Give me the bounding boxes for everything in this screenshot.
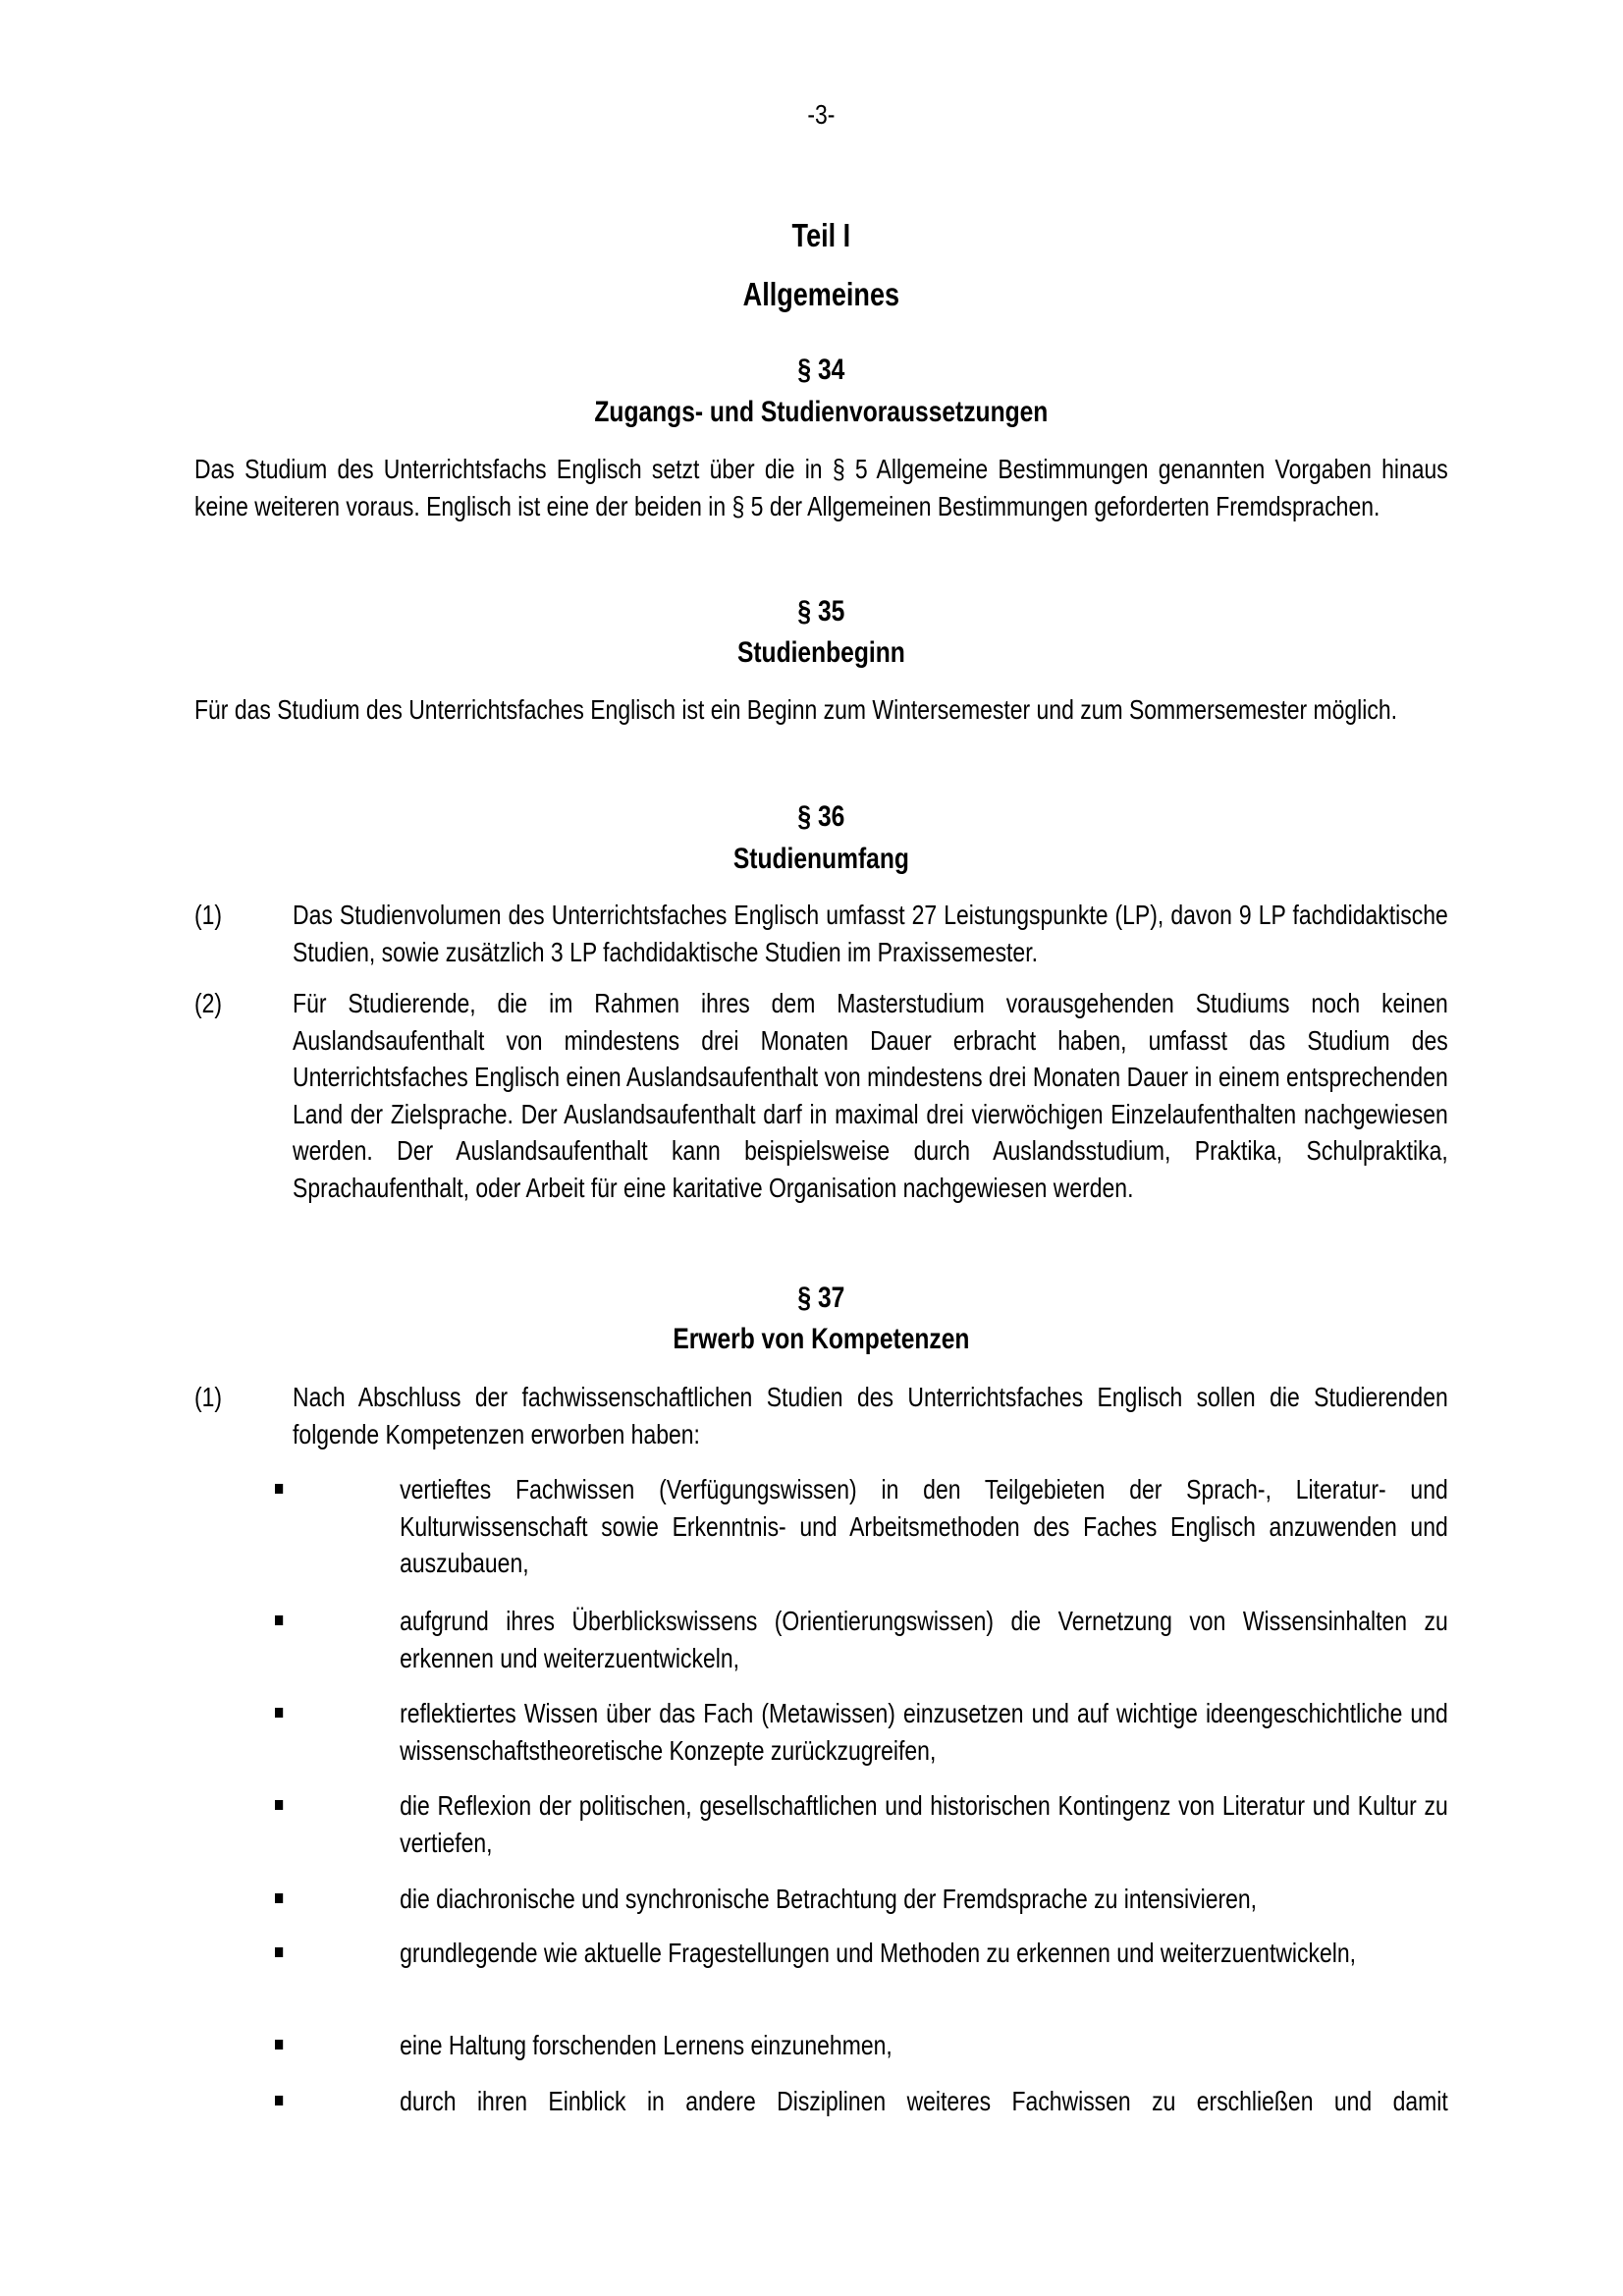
bullet-icon (275, 1615, 283, 1625)
bullet-text: reflektiertes Wissen über das Fach (Metawissen) einzusetzen und auf wichtige ideengeschichtliche und wissenschaftstheoretische Konzepte zurückzugreifen, (400, 1698, 1448, 1766)
section-title: Studienumfang (732, 843, 909, 875)
bullet-item (275, 1471, 1448, 1582)
bullet-text: die diachronische und synchronische Betrachtung der Fremdsprache zu intensivieren, (400, 1884, 1258, 1914)
document-page (194, 0, 1448, 2296)
section-title: Zugangs- und Studienvoraussetzungen (594, 396, 1049, 428)
bullet-text: eine Haltung forschenden Lernens einzunehmen, (400, 2030, 893, 2060)
item-number: (2) (194, 988, 223, 1018)
bullet-item (275, 1603, 1448, 1676)
section-number: § 34 (797, 354, 845, 386)
part-subtitle: Allgemeines (742, 276, 900, 312)
item-text: Für Studierende, die im Rahmen ihres dem Masterstudium vorausgehenden Studiums noch keinen Auslandsaufenthalt von mindestens drei Monaten Dauer erbracht haben, umfasst das Studium des Unterrichtsfaches Englisch einen Auslandsaufenthalt von mindestens drei Monaten Dauer in einem entsprechenden Land der Zielsprache. Der Auslandsaufenthalt darf in maximal drei vierwöchigen Einzelaufenthalten nachgewiesen werden. Der Auslandsaufenthalt kann beispielsweise durch Auslandsstudium, Praktika, Schulpraktika, Sprachaufenthalt, oder Arbeit für eine karitative Organisation nachgewiesen werden. (293, 988, 1448, 1203)
section-number: § 35 (797, 595, 845, 628)
bullet-item (275, 2083, 1448, 2120)
numbered-item (194, 1379, 1448, 1452)
bullet-icon (275, 1708, 283, 1718)
item-text: Nach Abschluss der fachwissenschaftlichen Studien des Unterrichtsfaches Englisch sollen die Studierenden folgende Kompetenzen erworben haben: (293, 1382, 1448, 1449)
bullet-icon (275, 1484, 283, 1494)
section-text: Das Studium des Unterrichtsfachs Englisch setzt über die in § 5 Allgemeine Bestimmungen genannten Vorgaben hinaus keine weiteren voraus. Englisch ist eine der beiden in § 5 der Allgemeinen Bestimmungen geforderten Fremdsprachen. (194, 454, 1448, 521)
bullet-icon (275, 2096, 283, 2105)
item-text: Das Studienvolumen des Unterrichtsfaches Englisch umfasst 27 Leistungspunkte (LP), davon 9 LP fachdidaktische Studien, sowie zusätzlich 3 LP fachdidaktische Studien im Praxissemester. (293, 900, 1448, 967)
page-number: -3- (807, 99, 836, 130)
bullet-text: vertieftes Fachwissen (Verfügungswissen) in den Teilgebieten der Sprach-, Literatur- und Kulturwissenschaft sowie Erkenntnis- und Arbeitsmethoden des Faches Englisch anzuwenden und auszubauen, (400, 1474, 1448, 1579)
bullet-icon (275, 1947, 283, 1957)
section-number: § 37 (797, 1282, 845, 1314)
bullet-item (275, 1695, 1448, 1769)
section-text: Für das Studium des Unterrichtsfaches Englisch ist ein Beginn zum Wintersemester und zum Sommersemester möglich. (194, 694, 1398, 725)
bullet-item (275, 1935, 1448, 1972)
section-title: Studienbeginn (736, 636, 905, 669)
numbered-item (194, 897, 1448, 970)
bullet-item (275, 1787, 1448, 1861)
bullet-text: grundlegende wie aktuelle Fragestellungen und Methoden zu erkennen und weiterzuentwickeln, (400, 1938, 1357, 1968)
bullet-text: aufgrund ihres Überblickswissens (Orientierungswissen) die Vernetzung von Wissensinhalten zu erkennen und weiterzuentwickeln, (400, 1606, 1448, 1673)
bullet-text: durch ihren Einblick in andere Disziplinen weiteres Fachwissen zu erschließen und damit (400, 2086, 1448, 2116)
numbered-item (194, 985, 1448, 1207)
section-number: § 36 (797, 800, 845, 833)
bullet-item (275, 2027, 1448, 2064)
bullet-icon (275, 2040, 283, 2050)
part-title: Teil I (791, 217, 851, 253)
section-title: Erwerb von Kompetenzen (673, 1323, 970, 1355)
item-number: (1) (194, 1382, 223, 1412)
bullet-text: die Reflexion der politischen, gesellschaftlichen und historischen Kontingenz von Literatur und Kultur zu vertiefen, (400, 1790, 1448, 1858)
bullet-item (275, 1881, 1448, 1918)
item-number: (1) (194, 900, 223, 930)
bullet-icon (275, 1893, 283, 1903)
bullet-icon (275, 1800, 283, 1810)
